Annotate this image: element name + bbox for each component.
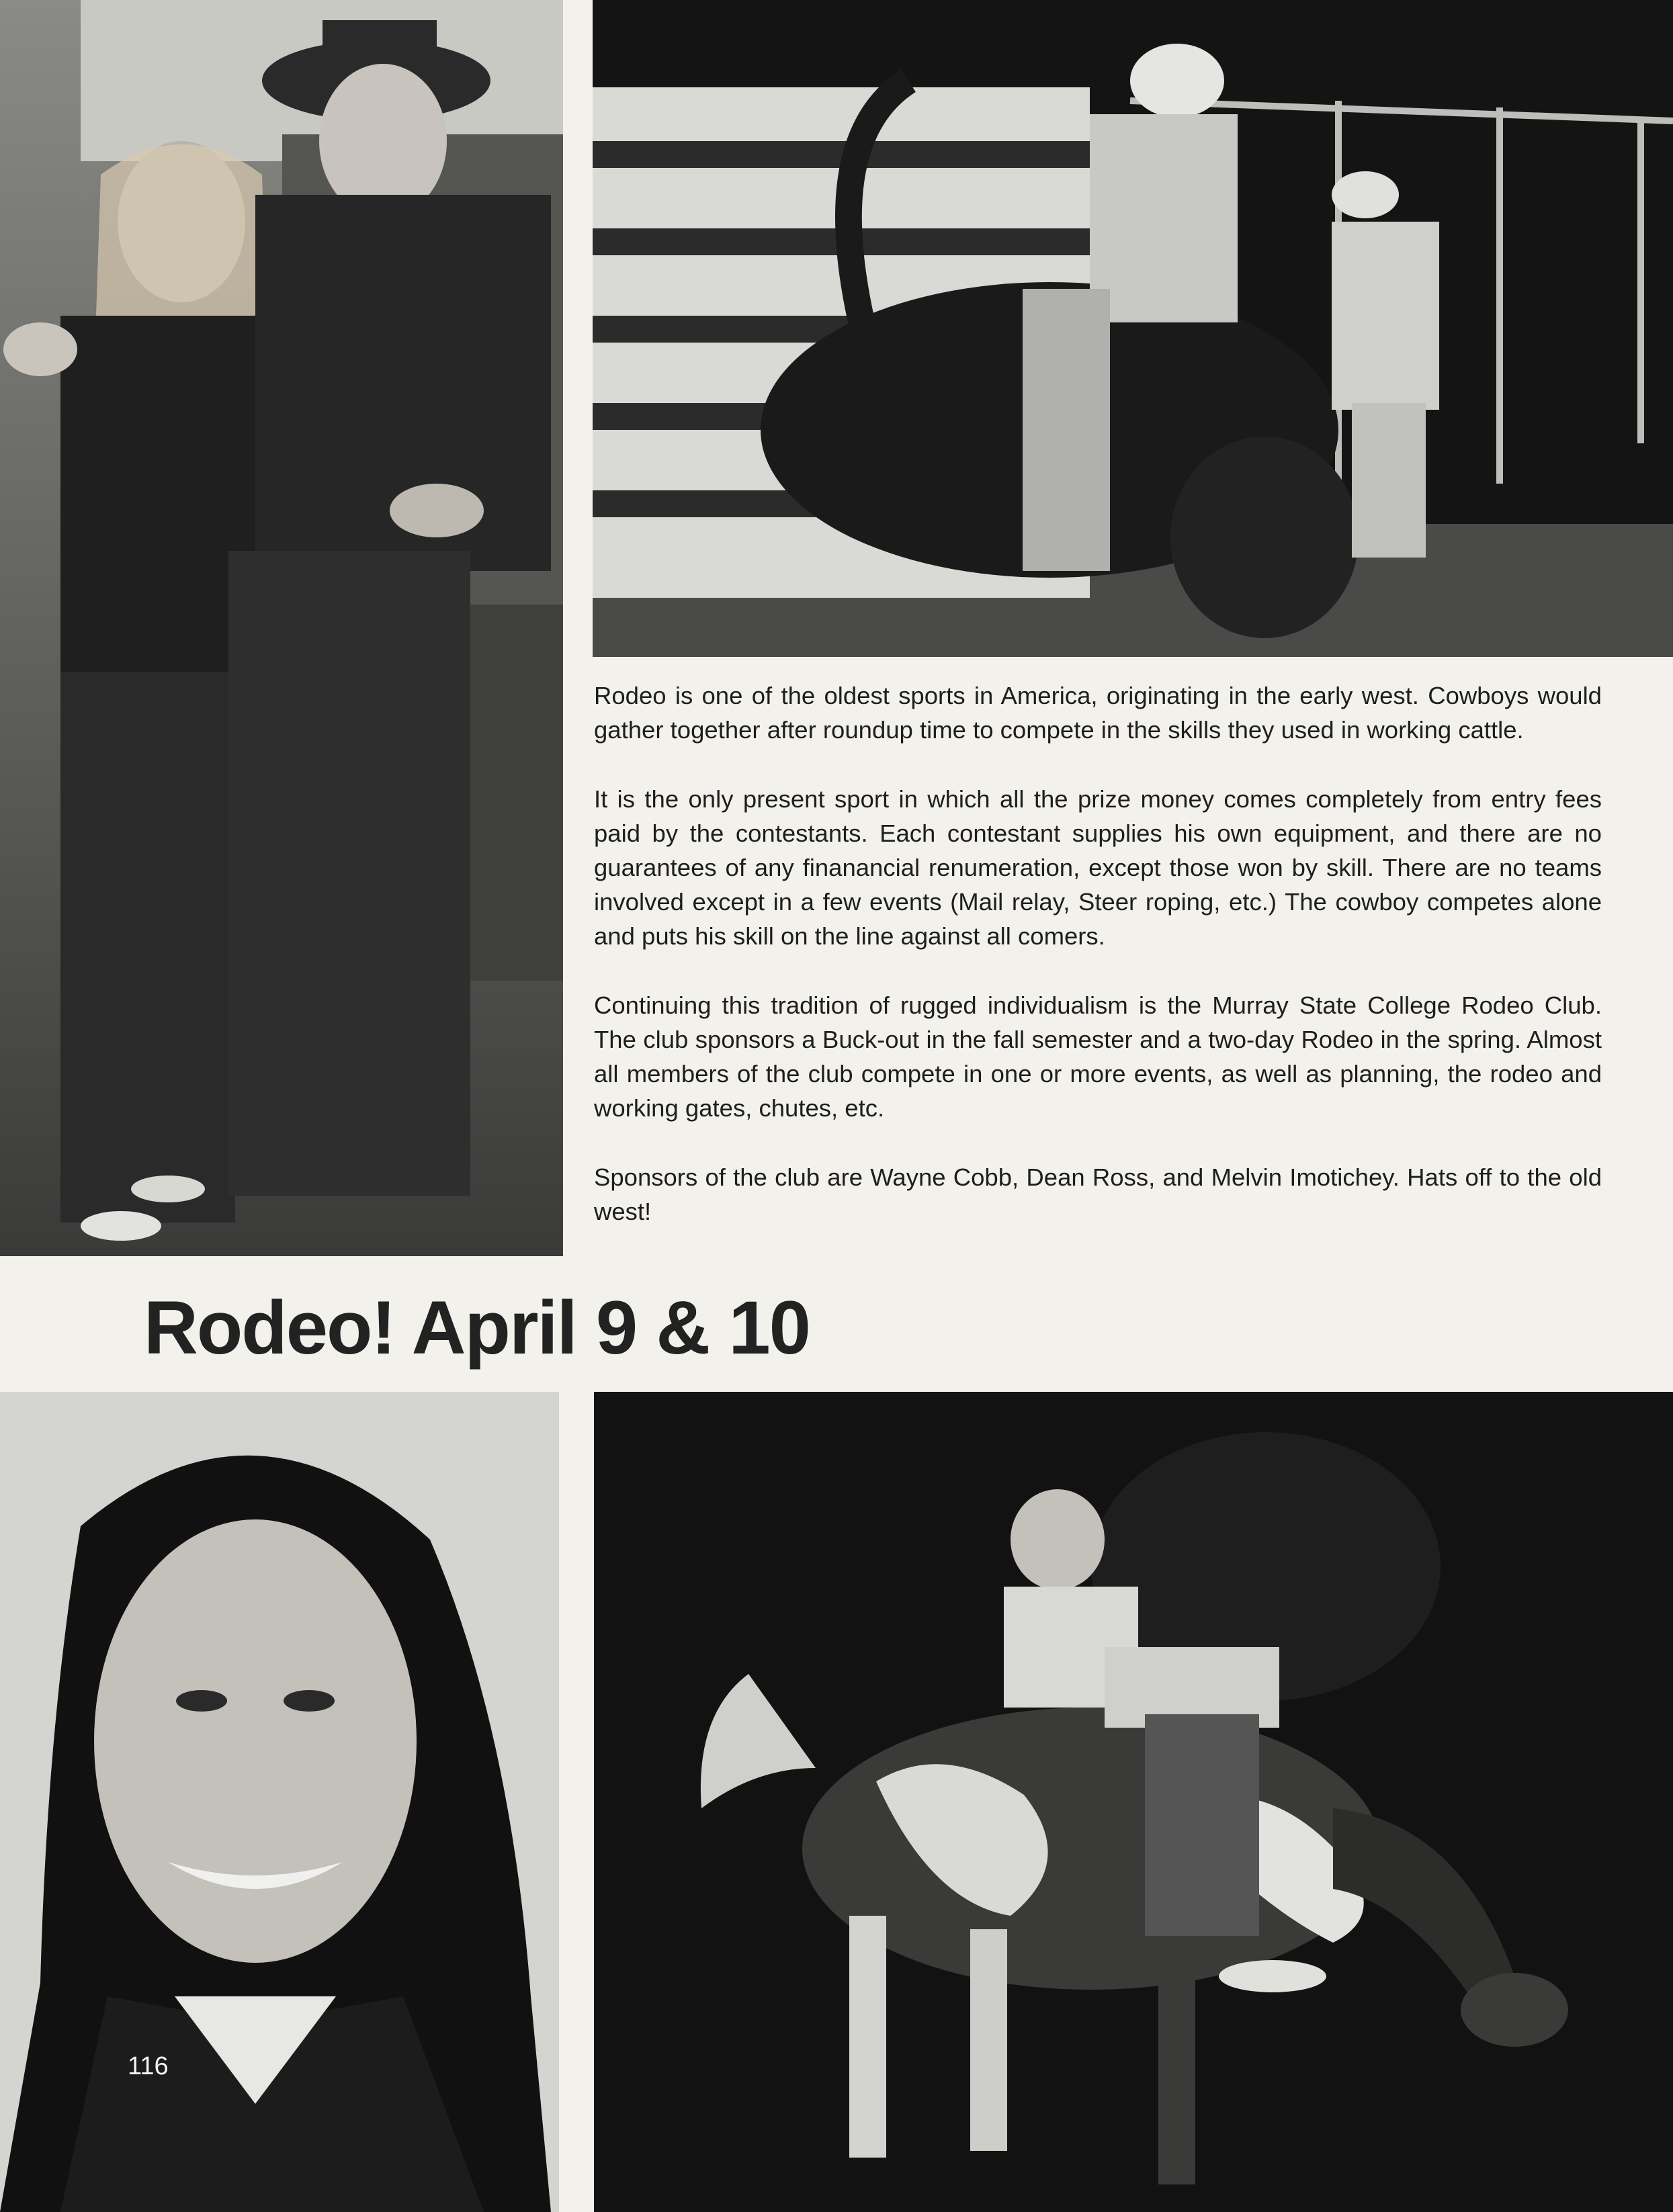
article-paragraph: Rodeo is one of the oldest sports in America, originating in the early west. Cowboys would gather together after roundup time to compete in the skills they used in working cattle. <box>594 682 1602 744</box>
article-paragraph: Sponsors of the club are Wayne Cobb, Dean Ross, and Melvin Imotichey. Hats off to the old west! <box>594 1163 1602 1225</box>
page-number: 116 <box>128 2052 169 2080</box>
headline: Rodeo! April 9 & 10 <box>144 1286 810 1370</box>
article-body <box>594 678 1602 1229</box>
photo-bronc-riding <box>594 1392 1673 2212</box>
photo-bull-riding <box>593 0 1673 657</box>
article-paragraph: It is the only present sport in which all the prize money comes completely from entry fees paid by the contestants. Each contestant supplies his own equipment, and there are no guarantees of any finanancial renumeration, except those won by skill. There are no teams involved except in a few events (Mail relay, Steer roping, etc.) The cowboy competes alone and puts his skill on the line against all comers. <box>594 785 1602 950</box>
photo-portrait-woman <box>0 1392 559 2212</box>
article-paragraph: Continuing this tradition of rugged individualism is the Murray State College Rodeo Club. The club sponsors a Buck-out in the fall semester and a two-day Rodeo in the spring. Almost all members of the club compete in one or more events, as well as planning, the rodeo and working gates, chutes, etc. <box>594 991 1602 1122</box>
photo-couple-by-truck <box>0 0 563 1256</box>
